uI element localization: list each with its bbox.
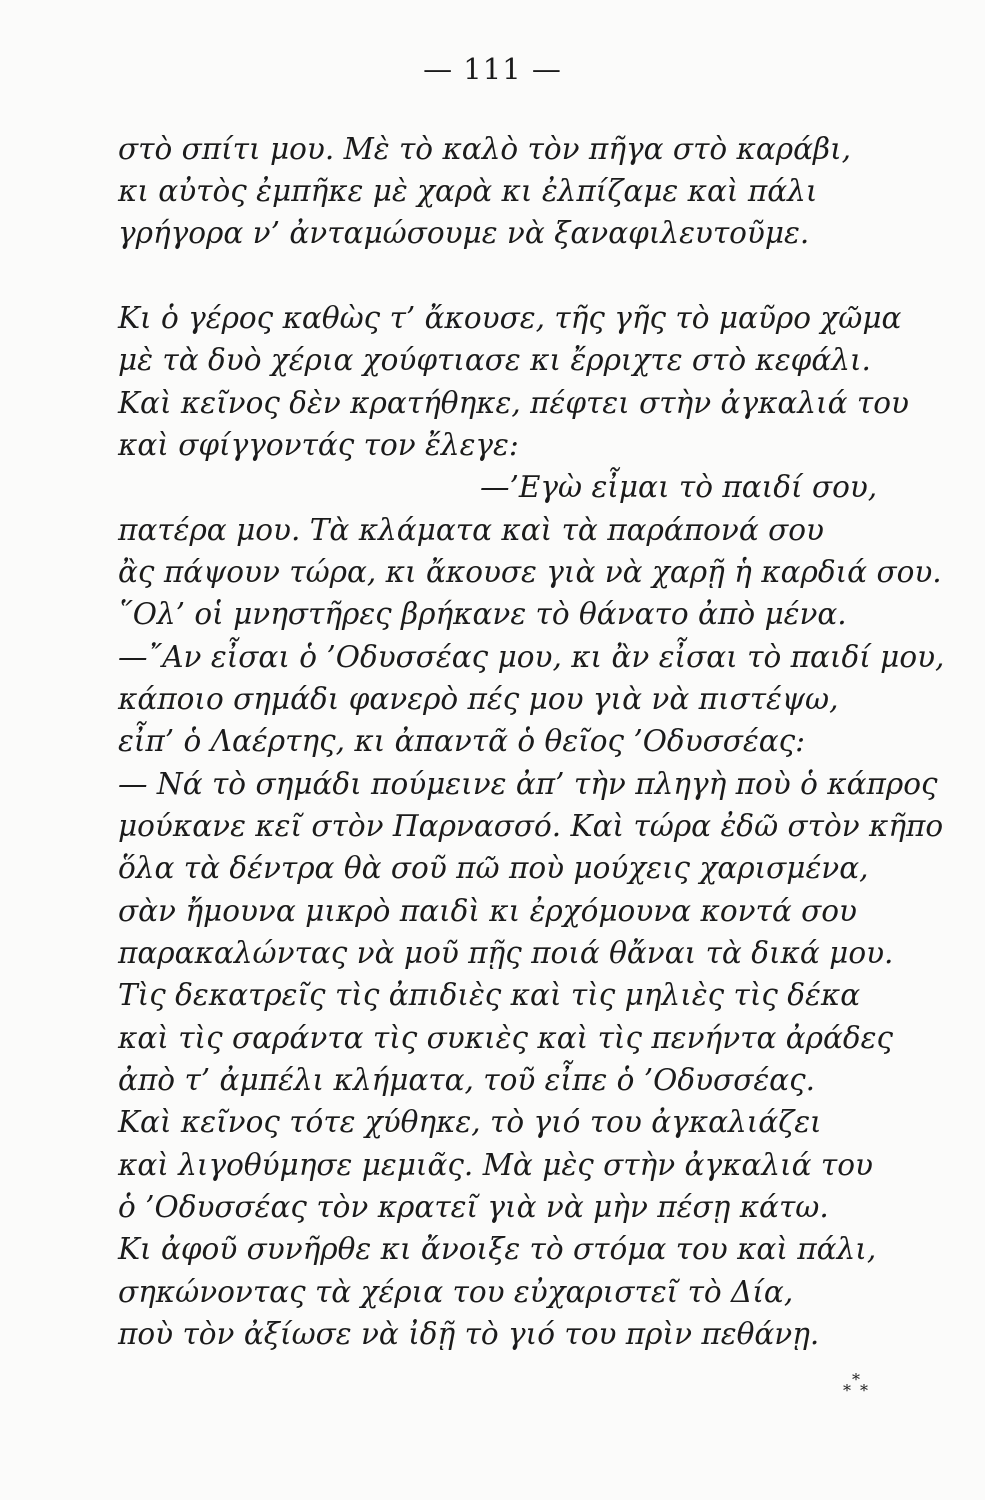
text-line: στὸ σπίτι μου. Μὲ τὸ καλὸ τὸν πῆγα στὸ καράβι, — [118, 132, 852, 166]
text-line: παρακαλώντας νὰ μοῦ πῇς ποιά θἄναι τὰ δικά μου. — [118, 936, 894, 970]
text-line: ὁ ’Οδυσσέας τὸν κρατεῖ γιὰ νὰ μὴν πέσῃ κάτω. — [118, 1190, 829, 1224]
text-line: ἀπὸ τ’ ἀμπέλι κλήματα, τοῦ εἶπε ὁ ’Οδυσσέας. — [118, 1063, 815, 1097]
text-line: Κι ὁ γέρος καθὼς τ’ ἄκουσε, τῆς γῆς τὸ μαῦρο χῶμα — [118, 301, 902, 335]
page-number: — 111 — — [423, 52, 562, 86]
text-line: σηκώνοντας τὰ χέρια του εὐχαριστεῖ τὸ Δία, — [118, 1275, 794, 1309]
text-line: —’Εγὼ εἶμαι τὸ παιδί σου, — [480, 470, 878, 504]
asterism-star: * — [852, 1370, 860, 1389]
text-line: ἂς πάψουν τώρα, κι ἄκουσε γιὰ νὰ χαρῇ ἡ καρδιά σου. — [118, 555, 942, 589]
text-line: κι αὐτὸς ἐμπῆκε μὲ χαρὰ κι ἐλπίζαμε καὶ πάλι — [118, 174, 818, 208]
asterism-star: * — [860, 1381, 868, 1400]
text-line: μὲ τὰ δυὸ χέρια χούφτιασε κι ἔρριχτε στὸ κεφάλι. — [118, 343, 871, 377]
text-line: Καὶ κεῖνος τότε χύθηκε, τὸ γιό του ἀγκαλιάζει — [118, 1105, 822, 1139]
text-line: — Νά τὸ σημάδι πούμεινε ἀπ’ τὴν πληγὴ ποὺ ὁ κάπρος — [118, 767, 938, 801]
text-line: μούκανε κεῖ στὸν Παρνασσό. Καὶ τώρα ἐδῶ στὸν κῆπο — [118, 809, 944, 843]
text-line: εἶπ’ ὁ Λαέρτης, κι ἀπαντᾶ ὁ θεῖος ’Οδυσσέας: — [118, 724, 806, 758]
text-line: ὅλα τὰ δέντρα θὰ σοῦ πῶ ποὺ μούχεις χαρισμένα, — [118, 851, 869, 885]
text-line: Τὶς δεκατρεῖς τὶς ἀπιδιὲς καὶ τὶς μηλιὲς τὶς δέκα — [118, 978, 861, 1012]
text-line: ποὺ τὸν ἀξίωσε νὰ ἰδῇ τὸ γιό του πρὶν πεθάνῃ. — [118, 1317, 820, 1351]
text-line: κάποιο σημάδι φανερὸ πές μου γιὰ νὰ πιστέψω, — [118, 682, 839, 716]
asterism-ornament — [838, 1372, 878, 1402]
text-line: Καὶ κεῖνος δὲν κρατήθηκε, πέφτει στὴν ἀγκαλιά του — [118, 386, 909, 420]
text-line: ῞Ολ’ οἱ μνηστῆρες βρήκανε τὸ θάνατο ἀπὸ μένα. — [118, 597, 847, 631]
text-line: πατέρα μου. Τὰ κλάματα καὶ τὰ παράπονά σου — [118, 513, 824, 547]
text-line: γρήγορα ν’ ἀνταμώσουμε νὰ ξαναφιλευτοῦμε. — [118, 216, 810, 250]
text-line: Κι ἀφοῦ συνῆρθε κι ἄνοιξε τὸ στόμα του καὶ πάλι, — [118, 1232, 877, 1266]
text-line: καὶ τὶς σαράντα τὶς συκιὲς καὶ τὶς πενήντα ἀράδες — [118, 1021, 894, 1055]
text-line: καὶ λιγοθύμησε μεμιᾶς. Μὰ μὲς στὴν ἀγκαλιά του — [118, 1148, 873, 1182]
text-line: —῎Αν εἶσαι ὁ ’Οδυσσέας μου, κι ἂν εἶσαι τὸ παιδί μου, — [118, 640, 945, 674]
asterism-star: * — [843, 1381, 851, 1400]
text-line: σὰν ἤμουνα μικρὸ παιδὶ κι ἐρχόμουνα κοντά σου — [118, 894, 857, 928]
text-line: καὶ σφίγγοντάς τον ἔλεγε: — [118, 428, 519, 462]
